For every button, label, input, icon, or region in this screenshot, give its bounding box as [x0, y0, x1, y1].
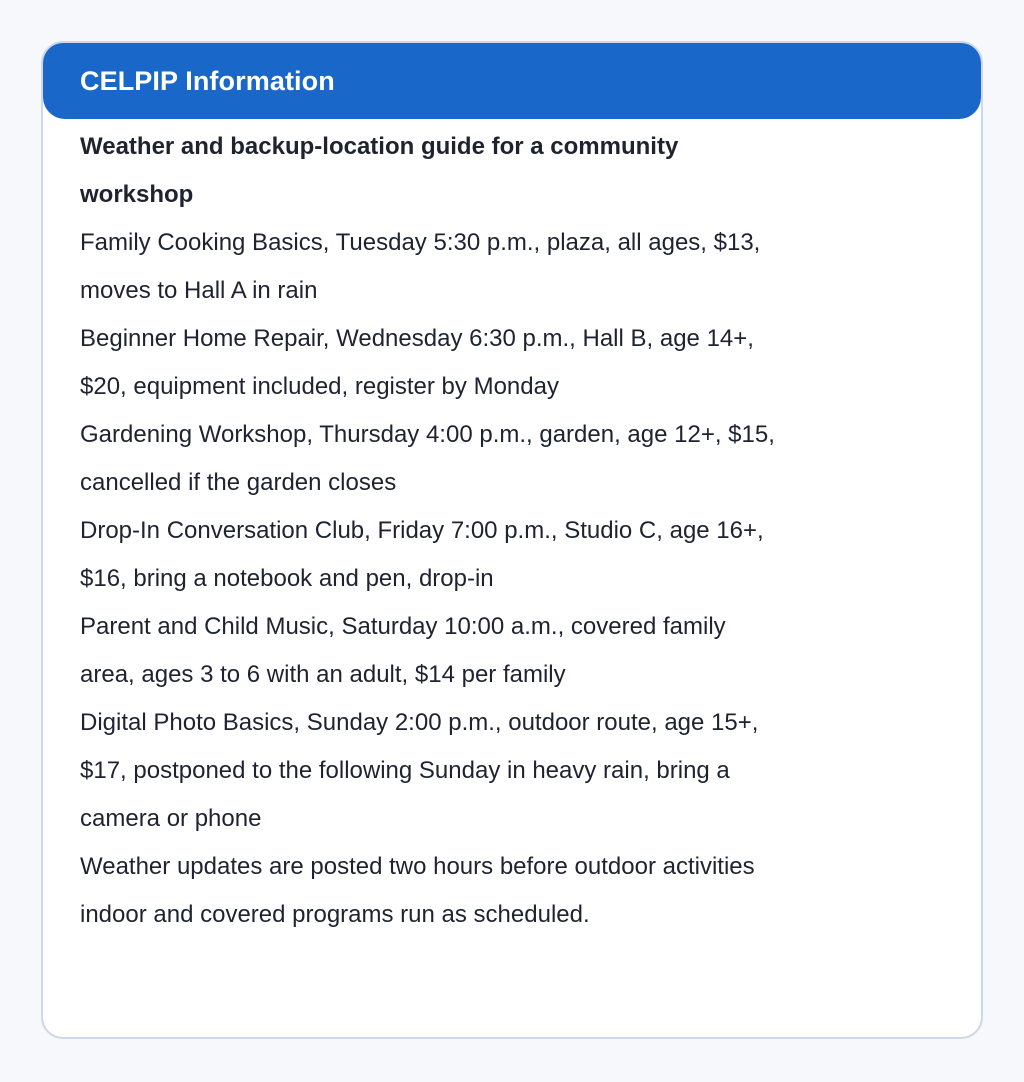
card-body: [43, 119, 780, 939]
program-item-digital-photo: Digital Photo Basics, Sunday 2:00 p.m., outdoor route, age 15+, $17, postponed to the following Sunday in heavy rain, bring a camera or phone: [80, 709, 759, 832]
celpip-info-card: [41, 41, 983, 1039]
program-item-family-cooking: Family Cooking Basics, Tuesday 5:30 p.m., plaza, all ages, $13, moves to Hall A in rain: [80, 229, 761, 304]
program-item-conversation-club: Drop-In Conversation Club, Friday 7:00 p.m., Studio C, age 16+, $16, bring a notebook and pen, drop-in: [80, 517, 764, 592]
card-subtitle: Weather and backup-location guide for a community workshop: [80, 133, 679, 208]
card-header: [43, 43, 981, 119]
weather-note: Weather updates are posted two hours before outdoor activities: [80, 853, 755, 880]
card-title: CELPIP Information: [80, 65, 335, 96]
schedule-note: indoor and covered programs run as scheduled.: [80, 901, 590, 928]
program-item-gardening: Gardening Workshop, Thursday 4:00 p.m., garden, age 12+, $15, cancelled if the garden closes: [80, 421, 775, 496]
program-item-parent-child-music: Parent and Child Music, Saturday 10:00 a.m., covered family area, ages 3 to 6 with an adult, $14 per family: [80, 613, 726, 688]
program-item-home-repair: Beginner Home Repair, Wednesday 6:30 p.m., Hall B, age 14+, $20, equipment included, register by Monday: [80, 325, 754, 400]
